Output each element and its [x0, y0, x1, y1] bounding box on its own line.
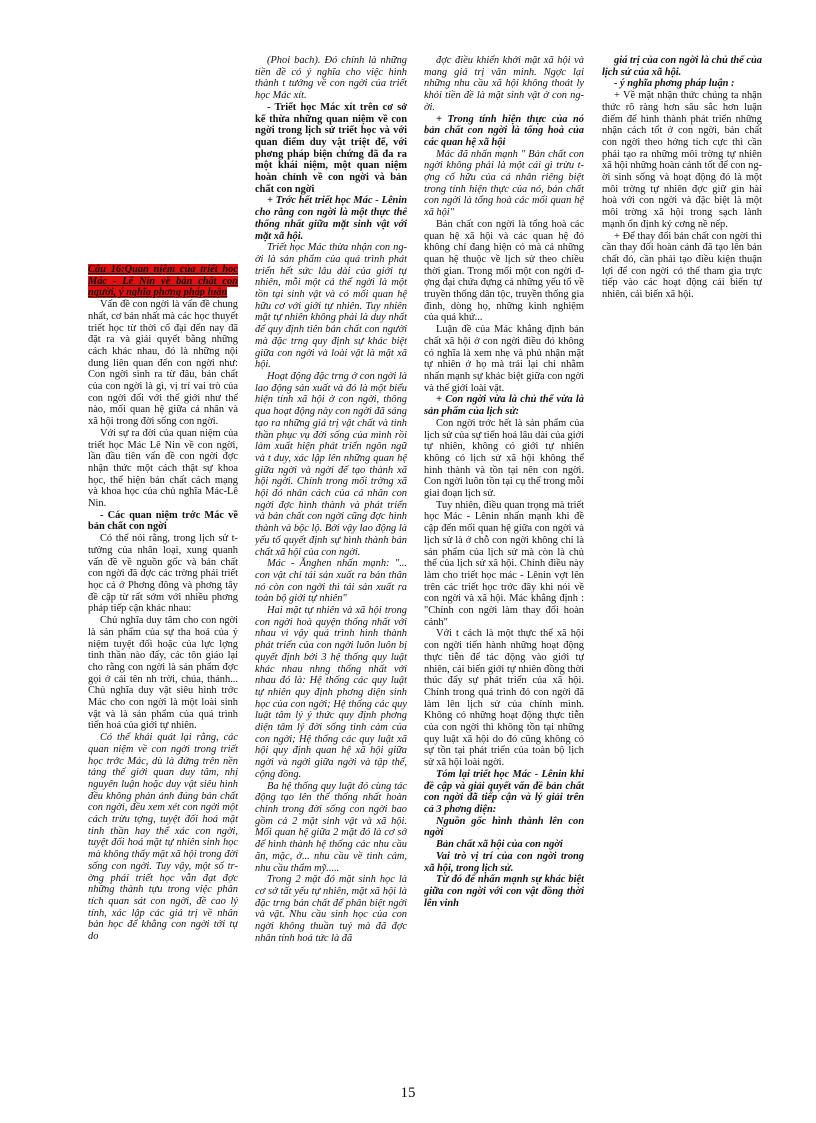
paragraph: + Về mặt nhận thức chúng ta nhận thức rõ ràng hơn sâu sắc hơn luận điểm để hình thành phát triển những nhận cách tốt ở con ngời, bản chất con ngời theo hớng tích cực thì cần phải tạo ra những môi trờng tự nhiên xã hội những hoàn cảnh tốt để con ngời sinh sống và hoạt động đó là một môi trờng tự nhiên đợc giữ gìn hài hoà với con ngời và đặc biệt là một môi trờng xã hội trong sạch lành mạnh ổn định kỷ cơng nề nếp.: [602, 90, 762, 230]
column-4: [602, 55, 762, 375]
list-item: Nguồn gốc hình thành lên con ngời: [424, 815, 584, 839]
paragraph: Bản chất con ngời là tổng hoà các quan hệ xã hội và các quan hệ đó không chỉ đang hiện có mà cả những quan hệ thuộc về lịch sử theo chiều thời gian. Trong mối một con ngời đợng đại chứa đựng cả những yếu tố về truyền thống dân tộc, truyền thống gia đình, dòng họ, những kinh nghiệm của quá khứ...: [424, 218, 584, 324]
paragraph: Với t cách là một thực thể xã hội con ngời tiến hành những hoạt động thực tiễn để tác động vào giới tự nhiên, cải biến giới tự nhiên đồng thời thúc đẩy sự phát triển của xã hội. Chính trong quá trình đó con ngời đã làm lên lịch sử của chính mình. Không có những hoạt động thực tiễn của con ngời thì không tồn tại những quy luật xã hội do đó cũng không có sự tồn tại phát triển của toàn bộ lịch sử xã hội loài ngời.: [424, 628, 584, 769]
section-subheading: + Con ngời vừa là chủ thể vừa là sản phẩm của lịch sử:: [424, 394, 584, 418]
section-subheading: - ý nghĩa phơng pháp luận :: [614, 78, 735, 90]
paragraph: Mác đã nhấn mạnh " Bản chất con ngời không phải là một cái gì trừu tợng cố hữu của cá nhân riêng biệt trong tính hiện thực của nó, bản chất con ngời là tổng hoà các mối quan hệ xã hội": [424, 148, 584, 219]
paragraph: Ba hệ thống quy luật đó cùng tác động tạo lên thể thống nhất hoàn chỉnh trong đời sống con ngời bao gồm cả 2 mặt sinh vật và xã hội. Mối quan hệ giữa 2 mặt đó là cơ sở để hình thành hệ thống các nhu cầu ăn, mặc, ở... nhu cầu về tình cảm, nhu cầu thẩm mỹ.....: [255, 780, 407, 874]
paragraph: + Để thay đổi bản chất con ngời thì cần thay đổi hoàn cảnh đã tạo lên bản chất đó, cần phải tạo điều kiện thuận lợi để con ngời có thể tham gia trực tiếp vào các hoạt động cải biến tự nhiên, cải biến xã hội.: [602, 230, 762, 301]
paragraph: Có thể khái quát lại rằng, các quan niệm về con ngời trong triết học trớc Mác, dù là đứng trên nền tảng thế giới quan duy tâm, nhị nguyên luận hoặc duy vật siêu hình đều không phản ánh đúng bản chất con ngời, đều xem xét con ngời một cách trừu tợng, tuyệt đối hoá mặt tinh thần hay thể xác con ngời, tuyệt đối hoá mặt tự nhiên sinh học mà không thấy mặt xã hội trong đời sống con ngời. Tuy vậy, một số trờng phái triết học vẫn đạt đợc những thành tựu trong việc phân tích quan sát con ngời, đề cao lý tính, xác lập các giá trị về nhân bản học để khẳng con ngời tới tự do: [88, 732, 238, 943]
paragraph: Mác - Ănghen nhấn mạnh: "... con vật chỉ tái sản xuất ra bản thân nó còn con ngời thì tái sản xuất ra toàn bộ giới tự nhiên": [255, 558, 407, 605]
paragraph: Tuy nhiên, điều quan trọng mà triết học Mác - Lênin nhấn mạnh khi đề cập đến mối quan hệ giữa con ngời và lịch sử là ở chỗ con ngời không chỉ là sản phẩm của lịch sử mà còn là chủ thể của lịch sử xã hội. Chính điều này làm cho triết học mác - Lênin vợt lên trên các triết học trớc đây khi nói về con ngời và xã hội. Mác khẳng định : "Chính con ngời làm thay đổi hoàn cảnh": [424, 499, 584, 628]
paragraph: (Phoi bach). Đó chính là những tiền đề có ý nghĩa cho việc hình thành t tưởng về con ngời của triết học Mác xít.: [255, 55, 407, 102]
column-3: [424, 55, 584, 1025]
paragraph: Hai mặt tự nhiên và xã hội trong con ngời hoà quyện thống nhất với nhau vì vậy quá trình hình thành phát triển của con ngời luôn luôn bị quyết định bởi 3 hệ thống quy luật khác nhau nhng thống nhất với nhau đó là: Hệ thống các quy luật tự nhiên quy định phơng diện sinh học của con ngời; Hệ thống các quy luật tâm lý ý thức quy định phơng diện tâm lý đời sống tinh cảm của con ngời; Hệ thống các quy luật xã hội quy định quan hệ xã hội giữa ngời và ngời giữa ngời và tập thể, cộng đồng.: [255, 605, 407, 780]
question-heading: [88, 264, 238, 299]
highlighted-heading: Câu 16:Quan niệm của triết học Mác - Lê Nin về bản chất con người, ý nghĩa phơng pháp luận: [88, 264, 238, 299]
page-number: 15: [400, 1085, 416, 1101]
paragraph: giá trị của con ngời là chủ thể của lịch sử của xã hội.: [602, 55, 762, 78]
paragraph: Tóm lại triết học Mác - Lênin khi đề cập và giải quyết vấn đề bản chất con ngời đã tiếp cận và lý giải trên cả 3 phơng diện:: [424, 768, 584, 815]
paragraph: Luận đề của Mác khẳng định bản chất xã hội ở con ngời điều đó không có nghĩa là xem nhẹ và phủ nhận mặt tự nhiên ở họ mà trái lại chỉ nhằm nhấn mạnh sự khác biệt giữa con ngời và thế giới loài vật.: [424, 324, 584, 394]
paragraph: Từ đó để nhấn mạnh sự khác biệt giữa con ngời với con vật đồng thời lên vinh: [424, 874, 584, 909]
paragraph: Chủ nghĩa duy tâm cho con ngời là sản phẩm của sự tha hoá của ý niệm tuyệt đối hoặc của lực lợng tinh thần nào đấy, các tôn giáo lại cho rằng con ngời là sản phẩm đợc gọi ở cái tên nh trời, chúa, thánh... Chủ nghĩa duy vật siêu hình trớc Mác cho con ngời là một loài sinh vật và là sản phẩm của quá trình tiến hoá của giới tự nhiên.: [88, 615, 238, 732]
column-2: [255, 55, 407, 1025]
paragraph: Con ngời trớc hết là sản phẩm của lịch sử của sự tiến hoá lâu dài của giới tự nhiên, không có giới tự nhiên không có lịch sử xã hội không thể hình thành và tồn tại nên con ngời. Con ngời luôn tồn tại cụ thể trong mỗi giai đoạn lịch sử.: [424, 417, 584, 500]
paragraph: đợc điều khiển khởi mặt xã hội và mang giá trị văn minh. Ngợc lại những nhu cầu xã hội không thoát ly khỏi tiền đề là mặt sinh vật ở con ngời.: [424, 55, 584, 113]
section-subheading: + Trớc hết triết học Mác - Lênin cho rằng con ngời là một thực thể thống nhất giữa mặt sinh vật với mặt xã hội.: [255, 195, 407, 242]
paragraph: Với sự ra đời của quan niệm của triết học Mác Lê Nin về con ngời, lần đầu tiên vấn đề con ngời đợc nhận thức một cách thật sự khoa học, thể hiện bản chất cách mạng và khoa học của chủ nghĩa Mác-Lê Nin.: [88, 427, 238, 510]
column-1: [88, 264, 238, 1024]
list-item: Bản chất xã hội của con ngời: [436, 839, 563, 851]
section-subheading: - Triết học Mác xít trên cơ sở kế thừa những quan niệm về con ngời trong lịch sử triết học và với quan điểm duy vật triệt để, với phơng pháp biện chứng đã đa ra một khái niệm, một quan niệm hoàn chỉnh về con ngời và bản chất con ngời: [255, 101, 407, 195]
paragraph: Vấn đề con ngời là vấn đề chung nhất, cơ bản nhất mà các học thuyết triết học từ thời cổ đại đến nay đã đặt ra và giải quyết bằng những cách khác nhau, đó là những nội dung liên quan đến con ngời như: Con ngời sinh ra từ đâu, bản chất của con ngời là gì, vị trí vai trò của con ngời đối với thế giới như thế nào, mối quan hệ giữa cá nhân và xã hội trong đời sống con ngời.: [88, 299, 238, 428]
section-subheading: - Các quan niệm trớc Mác về bản chất con ngời: [88, 509, 238, 533]
list-item: Vai trò vị trí của con ngời trong xã hội, trong lịch sử.: [424, 850, 584, 874]
paragraph: Có thể nói rằng, trong lịch sử t tưởng của nhân loại, xung quanh vấn đề về nguồn gốc và bản chất con ngời đã đợc các trờng phái triết học cả ở Phơng đông và phơng tây đề cập từ rất sớm với nhiều phơng pháp tiếp cận khác nhau:: [88, 533, 238, 615]
paragraph: Triết học Mác thừa nhận con ngời là sản phẩm của quá trình phát triển hết sức lâu dài của giới tự nhiên, mỗi một cá thể ngời là một tồn tại sinh vật và có mối quan hệ hữu cơ với giới tự nhiên. Tuy nhiên mặt tự nhiên không phải là duy nhất để quy định tiên bản chất con người mà đặc trng quy định sự khác biệt giữa con ngời và loài vật là mặt xã hội.: [255, 242, 407, 371]
paragraph: Hoạt động đặc trng ở con ngời là lao động sản xuất và đó là một biểu hiện tính xã hội ở con ngời, thông qua hoạt động này con ngời đã sáng tạo ra những giá trị vật chất và tinh thần phục vụ đời sống của mình rồi làm xuất hiện phát triển ngôn ngữ và t duy, xác lập lên những quan hệ giữa ngời và ngời để tạo thành xã hội ngời. Chính trong mối trờng xã hội đó nhân cách của cá nhân con ngời đợc hình thành và phát triển và bản chất con ngời cũng đợc hình thành và bộc lộ. Bởi vậy lao động là yếu tố quyết định sự hình thành bản chất xã hội của con ngời.: [255, 370, 407, 558]
section-subheading: + Trong tính hiện thực của nó bản chất con ngời là tổng hoà của các quan hệ xã hội: [424, 113, 584, 148]
paragraph: Trong 2 mặt đó mặt sinh học là cơ sở tất yếu tự nhiên, mặt xã hội là đặc trng bản chất để phân biệt ngời và vật. Nhu cầu sinh học của con ngời không thuần tuý mà đã đợc nhân tính hoá tức là đã: [255, 874, 407, 944]
